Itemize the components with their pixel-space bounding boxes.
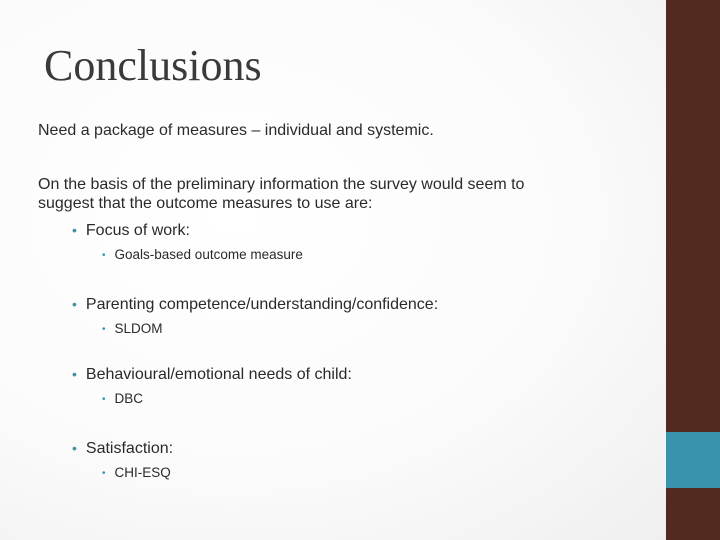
sub-bullet-item — [102, 247, 303, 262]
sub-bullet-label: CHI-ESQ — [114, 465, 171, 480]
sub-bullet-item — [102, 465, 171, 480]
bullet-item — [72, 222, 190, 240]
sub-bullet-item — [102, 391, 143, 406]
sidebar-bar-bottom — [666, 488, 720, 540]
intro-text: Need a package of measures – individual and systemic. — [38, 122, 434, 139]
bullet-icon: • — [72, 440, 77, 456]
bullet-label: Focus of work: — [85, 222, 190, 239]
sub-bullet-icon: • — [102, 468, 106, 479]
sub-bullet-icon: • — [102, 394, 106, 405]
sub-bullet-label: SLDOM — [114, 321, 163, 336]
sub-bullet-item — [102, 321, 163, 336]
sub-bullet-icon: • — [102, 250, 106, 261]
basis-text-line-2: suggest that the outcome measures to use are: — [38, 195, 373, 212]
bullet-item — [72, 296, 438, 314]
bullet-icon: • — [72, 222, 77, 238]
sub-bullet-label: Goals-based outcome measure — [114, 247, 303, 262]
bullet-icon: • — [72, 296, 77, 312]
sub-bullet-label: DBC — [114, 391, 144, 406]
bullet-label: Parenting competence/understanding/confidence: — [85, 296, 439, 313]
bullet-item — [72, 440, 173, 458]
bullet-label: Behavioural/emotional needs of child: — [85, 366, 352, 383]
sidebar-accent-block — [666, 432, 720, 488]
bullet-icon: • — [72, 366, 77, 382]
sub-bullet-icon: • — [102, 324, 106, 335]
slide-title: Conclusions — [44, 41, 262, 90]
bullet-item — [72, 366, 352, 384]
basis-text-line-1: On the basis of the preliminary information the survey would seem to — [38, 176, 525, 193]
bullet-label: Satisfaction: — [85, 440, 174, 457]
sidebar-bar-top — [666, 0, 720, 432]
